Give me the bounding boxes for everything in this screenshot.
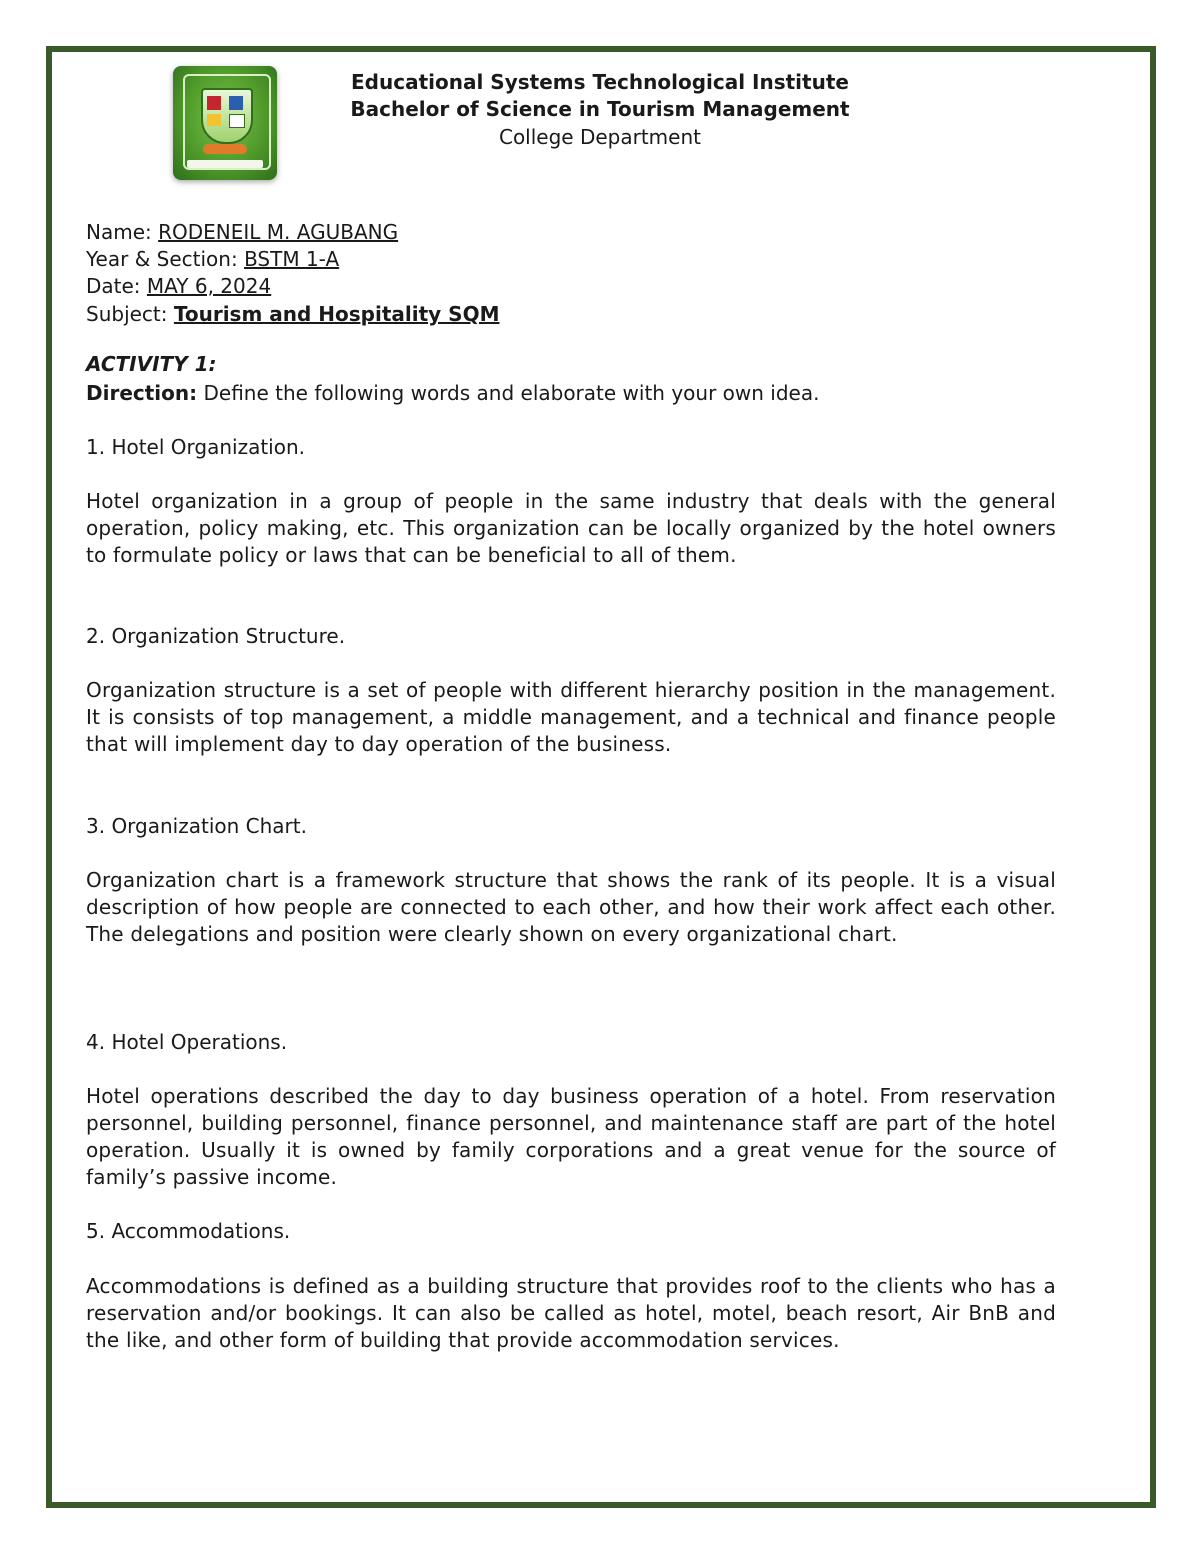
item-body: Organization chart is a framework structure that shows the rank of its people. It is a visual description of how people are connected to each other, and how their work affect each other. The delegations and position were clearly shown on every organizational chart. [86,868,1056,946]
name-value: RODENEIL M. AGUBANG [158,220,399,244]
date-line [86,273,271,300]
name-label: Name: [86,220,159,244]
date-value: MAY 6, 2024 [146,274,272,298]
student-name-line [86,219,398,246]
direction-line [86,380,819,407]
section-value: BSTM 1-A [244,247,340,271]
activity-title: ACTIVITY 1: [86,352,217,376]
item-heading: 3. Organization Chart. [86,814,307,838]
item-heading: 5. Accommodations. [86,1219,291,1243]
department-name: College Department [498,125,701,149]
item-body: Organization structure is a set of people with different hierarchy position in the management. It is consists of top management, a middle management, and a technical and finance people that will implement day to day operation of the business. [86,678,1056,756]
direction-text: Define the following words and elaborate with your own idea. [197,381,820,405]
program-name: Bachelor of Science in Tourism Management [350,97,850,121]
direction-label: Direction: [86,381,198,405]
subject-value: Tourism and Hospitality SQM [173,302,500,326]
date-label: Date: [86,274,147,298]
section-line [86,246,339,273]
subject-line [86,301,499,328]
item-body: Hotel operations described the day to day business operation of a hotel. From reservation personnel, building personnel, finance personnel, and maintenance staff are part of the hotel operation. Usually it is owned by family corporations and a great venue for the source of family’s passive income. [86,1084,1056,1189]
subject-label: Subject: [86,302,174,326]
institution-name: Educational Systems Technological Institute [351,70,849,94]
item-heading: 4. Hotel Operations. [86,1030,288,1054]
item-body: Hotel organization in a group of people in the same industry that deals with the general operation, policy making, etc. This organization can be locally organized by the hotel owners to formulate policy or laws that can be beneficial to all of them. [86,489,1056,567]
item-body: Accommodations is defined as a building structure that provides roof to the clients who has a reservation and/or bookings. It can also be called as hotel, motel, beach resort, Air BnB and the like, and other form of building that provide accommodation services. [86,1274,1056,1352]
item-heading: 1. Hotel Organization. [86,435,305,459]
item-heading: 2. Organization Structure. [86,624,346,648]
section-label: Year & Section: [86,247,245,271]
